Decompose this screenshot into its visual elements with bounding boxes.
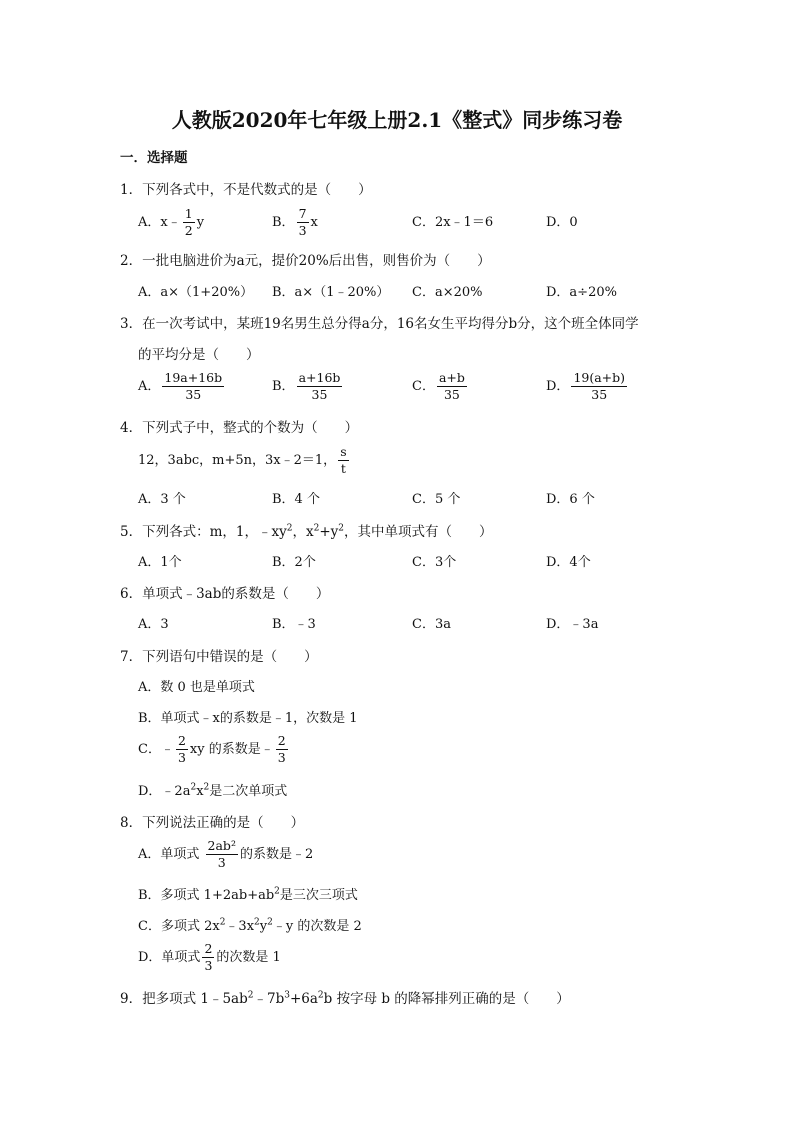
- question-1-option-c: C．2x﹣1＝6: [412, 215, 494, 230]
- question-8-option-a: A．单项式 $\frac{\text{2ab²}}{3}$ 的系数是﹣2: [138, 838, 314, 870]
- question-8-option-d: D．单项式 $\frac{2}{3}$ 的次数是 1: [138, 941, 281, 973]
- question-6-option-d: D．﹣3a: [546, 617, 599, 632]
- question-6-option-c: C．3a: [412, 617, 451, 632]
- question-4-option-c: C．5 个: [412, 492, 461, 507]
- question-3-stem-line2: 的平均分是（ ）: [138, 347, 260, 363]
- question-4-option-d: D．6 个: [546, 492, 595, 507]
- question-2-option-d: D．a÷20%: [546, 285, 617, 300]
- question-4-option-a: A．3 个: [138, 492, 186, 507]
- question-7-stem: 7．下列语句中错误的是（ ）: [120, 649, 318, 665]
- question-8-option-b: B．多项式 $1+2ab+ab^2$是三次三项式: [138, 886, 358, 903]
- question-3-option-a: A． $\frac{19a+16b}{35}$: [138, 370, 223, 402]
- question-6-option-a: A．3: [138, 617, 169, 632]
- question-2-option-c: C．a×20%: [412, 285, 483, 300]
- question-7-option-d: D．$﹣2a^2x^2$是二次单项式: [138, 782, 288, 799]
- page-title: 人教版2020年七年级上册2.1《整式》同步练习卷: [171, 108, 623, 132]
- question-3-option-b: B． $\frac{a+16b}{35}$: [272, 370, 341, 402]
- question-4-stem: 4．下列式子中，整式的个数为（ ）: [120, 420, 359, 436]
- question-2-option-b: B．a×（1﹣20%）: [272, 285, 390, 300]
- question-7-option-a: A．数 0 也是单项式: [138, 680, 255, 695]
- question-5-stem: 5．下列各式：m，1，$﹣xy^2$，$x^2+y^2$，其中单项式有（ ）: [120, 523, 493, 540]
- question-5-option-d: D．4个: [546, 555, 591, 570]
- question-8-stem: 8．下列说法正确的是（ ）: [120, 815, 305, 831]
- question-8-option-c: C．多项式 $2x^2﹣3x^2y^2﹣y$ 的次数是 2: [138, 917, 362, 934]
- question-1-option-a: A．x﹣ $\frac{1}{2}$ y: [138, 206, 205, 238]
- question-3-option-d: D． $\frac{19(a+b)}{35}$: [546, 370, 626, 402]
- question-1-stem: 1．下列各式中，不是代数式的是（ ）: [120, 182, 372, 198]
- question-2-stem: 2．一批电脑进价为a元，提价20%后出售，则售价为（ ）: [120, 253, 491, 269]
- question-6-stem: 6．单项式﹣3ab的系数是（ ）: [120, 586, 330, 602]
- question-9-stem: 9．把多项式 $1﹣5ab^2﹣7b^3+6a^2b$ 按字母 b 的降幂排列正确的是（ ）: [120, 990, 570, 1007]
- question-7-option-c: C．﹣ $\frac{2}{3}$ xy 的系数是﹣ $\frac{2}{3}$: [138, 733, 286, 765]
- question-4-option-b: B．4 个: [272, 492, 320, 507]
- question-1-option-b: B． $\frac{7}{3}$ x: [272, 206, 318, 238]
- question-3-option-c: C． $\frac{a+b}{35}$: [412, 370, 465, 402]
- question-4-expression-list: 12，3abc，m+5n，3x﹣2＝1， $\frac{s}{t}$: [138, 444, 347, 476]
- section-heading: 一．选择题: [120, 150, 188, 166]
- question-2-option-a: A．a×（1+20%）: [138, 285, 254, 300]
- question-5-option-c: C．3个: [412, 555, 457, 570]
- question-5-option-b: B．2个: [272, 555, 316, 570]
- question-3-stem-line1: 3．在一次考试中，某班19名男生总分得a分，16名女生平均得分b分，这个班全体同学: [120, 316, 639, 332]
- question-7-option-b: B．单项式﹣x的系数是﹣1，次数是 1: [138, 711, 358, 726]
- question-1-option-d: D．0: [546, 215, 578, 230]
- question-6-option-b: B．﹣3: [272, 617, 316, 632]
- question-5-option-a: A．1个: [138, 555, 182, 570]
